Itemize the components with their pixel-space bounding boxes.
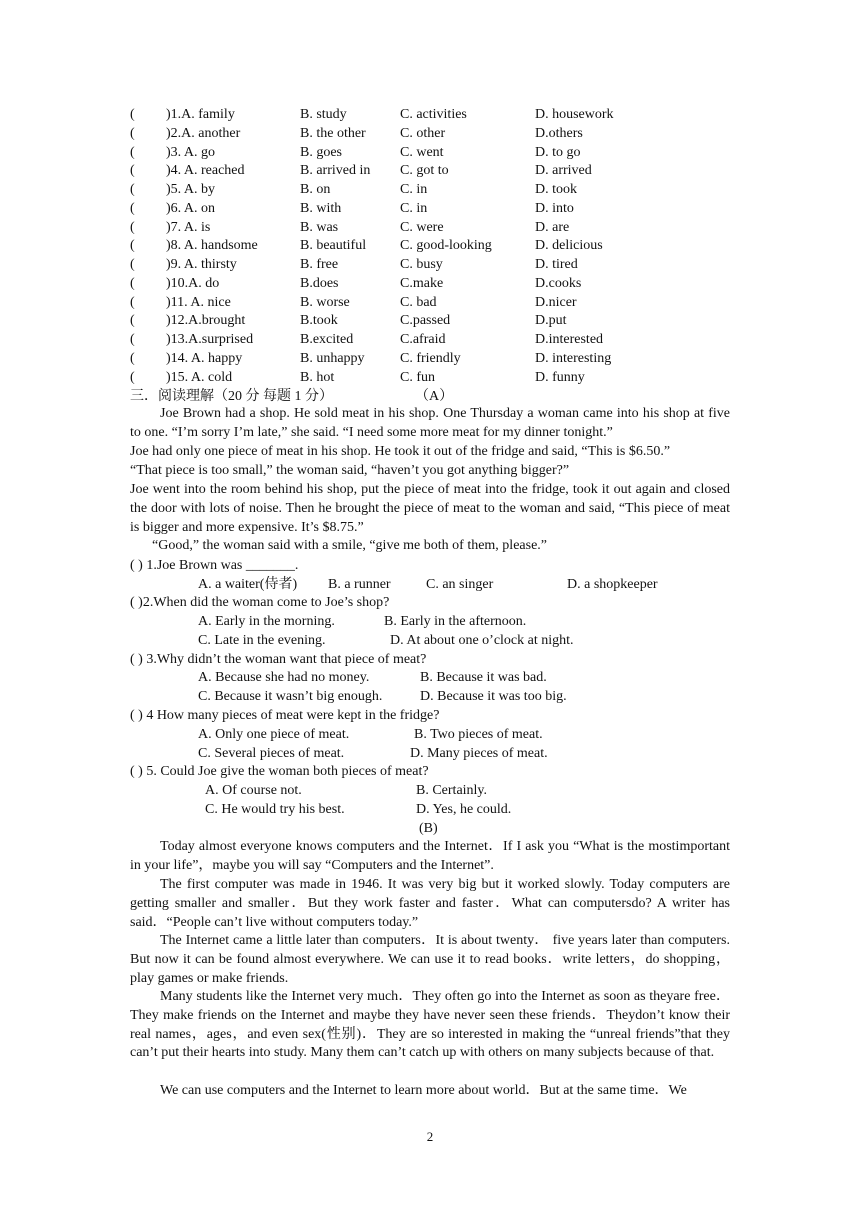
cloze-option-a: )8. A. handsome xyxy=(166,238,258,254)
cloze-paren: ( xyxy=(130,238,135,254)
question-a4-option-b: B. Two pieces of meat. xyxy=(414,727,543,742)
passage-a-p3: “That piece is too small,” the woman said, “haven’t you got anything bigger?” xyxy=(130,463,570,478)
question-a2-option-a: A. Early in the morning. xyxy=(198,614,335,629)
cloze-option-c: C. other xyxy=(400,125,446,141)
cloze-option-c: C. bad xyxy=(400,294,437,310)
passage-a-p5: “Good,” the woman said with a smile, “give me both of them, please.” xyxy=(152,538,548,553)
cloze-paren: ( xyxy=(130,350,135,366)
cloze-option-b: B. on xyxy=(300,182,331,197)
passage-a-p4: Joe went into the room behind his shop, put the piece of meat into the fridge, took it out again and closed the door with lots of noise. Then he brought the piece of meat to the woman and said, “This piece of meat is bigger and more expensive. It’s $8.75.” xyxy=(130,482,730,535)
cloze-option-d: D.others xyxy=(535,125,583,141)
question-a4-stem: ( ) 4 How many pieces of meat were kept in the fridge? xyxy=(130,708,440,723)
cloze-option-b: B. was xyxy=(300,219,339,235)
question-a4-option-c: C. Several pieces of meat. xyxy=(198,746,345,761)
cloze-option-b: B.excited xyxy=(300,332,354,347)
question-a2-option-c: C. Late in the evening. xyxy=(198,633,326,648)
cloze-option-c: C. fun xyxy=(400,369,435,385)
cloze-paren: ( xyxy=(130,219,135,235)
question-a3-option-c: C. Because it wasn’t big enough. xyxy=(198,689,383,704)
question-a3-stem: ( ) 3.Why didn’t the woman want that piece of meat? xyxy=(130,652,427,667)
cloze-paren: ( xyxy=(130,163,135,179)
cloze-option-c: C. activities xyxy=(400,107,467,122)
question-a1-option-a: A. a waiter(侍者) xyxy=(198,577,298,592)
cloze-option-d: D. delicious xyxy=(535,238,603,254)
cloze-option-b: B. goes xyxy=(300,144,342,160)
cloze-paren: ( xyxy=(130,144,135,160)
cloze-option-c: C. in xyxy=(400,200,428,216)
passage-b-p4: Many students like the Internet very much．They often go into the Internet as soon as theyare free．They make friends on the Internet and maybe they have never seen these friends．Theydon’t know their real names，ages，and even sex(性别)．They are so interested in making the “unreal friends”that they can’t put their hearts into study. Many them can’t catch up with others on many subjects because of that. xyxy=(130,989,730,1061)
cloze-option-b: B. unhappy xyxy=(300,350,365,366)
question-a5-stem: ( ) 5. Could Joe give the woman both pieces of meat? xyxy=(130,764,429,779)
cloze-option-d: D. into xyxy=(535,200,574,216)
cloze-paren: ( xyxy=(130,275,135,291)
cloze-option-d: D.interested xyxy=(535,332,604,347)
cloze-option-a: )9. A. thirsty xyxy=(166,257,237,272)
question-a5-option-c: C. He would try his best. xyxy=(205,802,345,817)
passage-a-p2: Joe had only one piece of meat in his shop. He took it out of the fridge and said, “This is $6.50.” xyxy=(130,444,671,459)
passage-a-p1: Joe Brown had a shop. He sold meat in his shop. One Thursday a woman came into his shop at five to one. “I’m sorry I’m late,” she said. “I need some more meat for my dinner tonight.” xyxy=(130,406,730,440)
cloze-option-b: B. beautiful xyxy=(300,238,367,254)
question-a2-option-b: B. Early in the afternoon. xyxy=(384,614,527,629)
cloze-option-a: )4. A. reached xyxy=(166,163,245,179)
question-a1-stem: ( ) 1.Joe Brown was _______. xyxy=(130,558,299,573)
cloze-paren: ( xyxy=(130,332,135,347)
cloze-option-a: )2.A. another xyxy=(166,125,241,141)
passage-b-label: (B) xyxy=(419,821,438,836)
cloze-paren: ( xyxy=(130,257,135,272)
cloze-option-b: B. study xyxy=(300,107,347,122)
cloze-option-c: C. good-looking xyxy=(400,238,492,254)
cloze-option-d: D. housework xyxy=(535,107,614,122)
cloze-option-d: D. to go xyxy=(535,144,581,160)
cloze-option-b: B.does xyxy=(300,275,339,291)
cloze-option-b: B. with xyxy=(300,200,342,216)
section-title: 三．阅读理解（20 分 每题 1 分） xyxy=(130,389,333,404)
cloze-option-c: C.passed xyxy=(400,313,451,329)
page-number: 2 xyxy=(426,1129,434,1144)
cloze-option-c: C. busy xyxy=(400,257,443,272)
cloze-option-d: D.nicer xyxy=(535,294,577,310)
cloze-option-d: D. interesting xyxy=(535,350,612,366)
cloze-option-a: )3. A. go xyxy=(166,144,215,160)
cloze-paren: ( xyxy=(130,369,135,385)
cloze-option-a: )7. A. is xyxy=(166,219,211,235)
question-a5-option-d: D. Yes, he could. xyxy=(416,802,512,817)
cloze-option-a: )1.A. family xyxy=(166,107,235,122)
cloze-paren: ( xyxy=(130,313,135,329)
cloze-option-a: )5. A. by xyxy=(166,182,215,197)
cloze-paren: ( xyxy=(130,200,135,216)
question-a3-option-d: D. Because it was too big. xyxy=(420,689,567,704)
question-a3-option-a: A. Because she had no money. xyxy=(198,670,370,685)
question-a4-option-a: A. Only one piece of meat. xyxy=(198,727,350,742)
cloze-option-d: D.cooks xyxy=(535,275,582,291)
cloze-option-d: D. arrived xyxy=(535,163,592,179)
question-a5-option-b: B. Certainly. xyxy=(416,783,488,798)
cloze-paren: ( xyxy=(130,182,135,197)
cloze-option-a: )10.A. do xyxy=(166,275,220,291)
cloze-option-c: C. were xyxy=(400,219,444,235)
cloze-option-d: D. are xyxy=(535,219,570,235)
question-a2-stem: ( )2.When did the woman come to Joe’s shop? xyxy=(130,595,390,610)
cloze-option-c: C. in xyxy=(400,182,428,197)
cloze-option-c: C.make xyxy=(400,275,444,291)
cloze-option-c: C. friendly xyxy=(400,350,461,366)
cloze-option-d: D. took xyxy=(535,182,577,197)
cloze-option-b: B. the other xyxy=(300,125,366,141)
question-a4-option-d: D. Many pieces of meat. xyxy=(410,746,548,761)
cloze-paren: ( xyxy=(130,125,135,141)
cloze-option-b: B. free xyxy=(300,257,339,272)
cloze-option-c: C. got to xyxy=(400,163,449,179)
cloze-option-d: D.put xyxy=(535,313,567,329)
question-a1-option-c: C. an singer xyxy=(426,577,494,592)
section-heading xyxy=(130,387,333,406)
cloze-option-a: )11. A. nice xyxy=(166,294,231,310)
passage-b-p5: We can use computers and the Internet to learn more about world．But at the same time．We xyxy=(160,1083,687,1098)
cloze-option-d: D. tired xyxy=(535,257,578,272)
question-a1-option-b: B. a runner xyxy=(328,577,391,592)
cloze-option-b: B. hot xyxy=(300,369,335,385)
passage-b-p1: Today almost everyone knows computers and the Internet．If I ask you “What is the mostimportant in your life”，maybe you will say “Computers and the Internet”. xyxy=(130,839,730,873)
cloze-option-c: C.afraid xyxy=(400,332,446,347)
cloze-option-a: )12.A.brought xyxy=(166,313,246,329)
question-a1-option-d: D. a shopkeeper xyxy=(567,577,658,592)
cloze-paren: ( xyxy=(130,294,135,310)
passage-b-p2: The first computer was made in 1946. It was very big but it worked slowly. Today computers are getting smaller and smaller．But they work faster and faster．What can computersdo? A writer has said．“People can’t live without computers today.” xyxy=(130,877,730,930)
cloze-option-a: )13.A.surprised xyxy=(166,332,254,347)
passage-a-label: （A） xyxy=(415,389,454,404)
cloze-option-b: B. worse xyxy=(300,294,350,310)
cloze-option-a: )6. A. on xyxy=(166,200,215,216)
cloze-paren: ( xyxy=(130,107,135,122)
cloze-option-d: D. funny xyxy=(535,369,585,385)
cloze-option-a: )14. A. happy xyxy=(166,350,243,366)
question-a5-option-a: A. Of course not. xyxy=(205,783,302,798)
cloze-option-c: C. went xyxy=(400,144,444,160)
question-a3-option-b: B. Because it was bad. xyxy=(420,670,547,685)
cloze-option-b: B. arrived in xyxy=(300,163,371,179)
cloze-option-a: )15. A. cold xyxy=(166,369,233,385)
cloze-option-b: B.took xyxy=(300,313,338,329)
question-a2-option-d: D. At about one o’clock at night. xyxy=(390,633,574,648)
passage-b-p3: The Internet came a little later than computers．It is about twenty． five years later than computers. But now it can be found almost everywhere. We can use it to read books．write letters，do shopping，play games or make friends. xyxy=(130,933,730,986)
